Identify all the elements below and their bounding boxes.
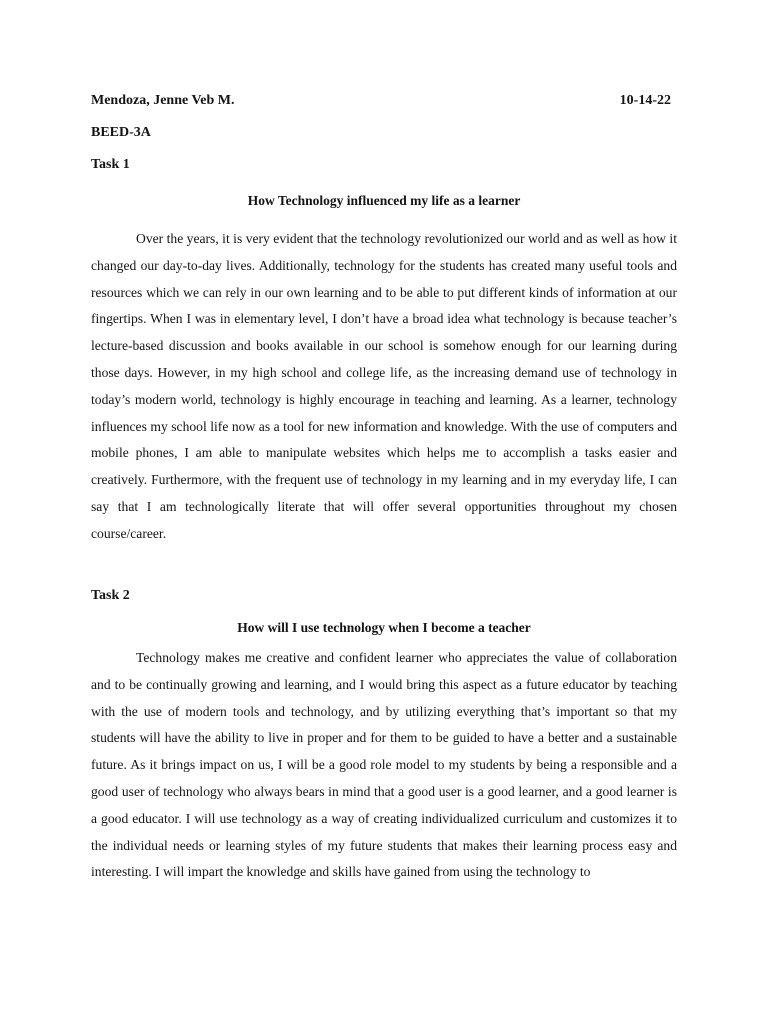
document-date: 10-14-22 — [619, 93, 671, 108]
section-label: BEED-3A — [91, 125, 151, 140]
task1-label: Task 1 — [91, 157, 130, 172]
task1-paragraph: Over the years, it is very evident that the technology revolutionized our world and as well as how it changed our day-to-day lives. Additionally, technology for the students has created many useful tools and resources which we can rely in our own learning and to be able to put different kinds of information at our fingertips. When I was in elementary level, I don’t have a broad idea what technology is because teacher’s lecture-based discussion and books available in our school is somehow enough for our learning during those days. However, in my high school and college life, as the increasing demand use of technology in today’s modern world, technology is highly encourage in teaching and learning. As a learner, technology influences my school life now as a tool for new information and knowledge. With the use of computers and mobile phones, I am able to manipulate websites which helps me to accomplish a tasks easier and creatively. Furthermore, with the frequent use of technology in my learning and in my everyday life, I can say that I am technologically literate that will offer several opportunities throughout my chosen course/career. — [91, 231, 677, 541]
task2-title: How will I use technology when I become a teacher — [237, 620, 531, 635]
student-name: Mendoza, Jenne Veb M. — [91, 93, 235, 108]
task2-paragraph: Technology makes me creative and confident learner who appreciates the value of collaboration and to be continually growing and learning, and I would bring this aspect as a future educator by teaching with the use of modern tools and technology, and by utilizing everything that’s important so that my students will have the ability to live in proper and for them to be guided to have a better and a sustainable future. As it brings impact on us, I will be a good role model to my students by being a responsible and a good user of technology who always bears in mind that a good user is a good learner, and a good learner is a good educator. I will use technology as a way of creating individualized curriculum and customizes it to the individual needs or learning styles of my future students that makes their learning process easy and interesting. I will impart the knowledge and skills have gained from using the technology to — [91, 650, 677, 880]
task2-label: Task 2 — [91, 588, 130, 603]
header-row — [91, 93, 671, 109]
task1-title: How Technology influenced my life as a learner — [247, 193, 521, 208]
